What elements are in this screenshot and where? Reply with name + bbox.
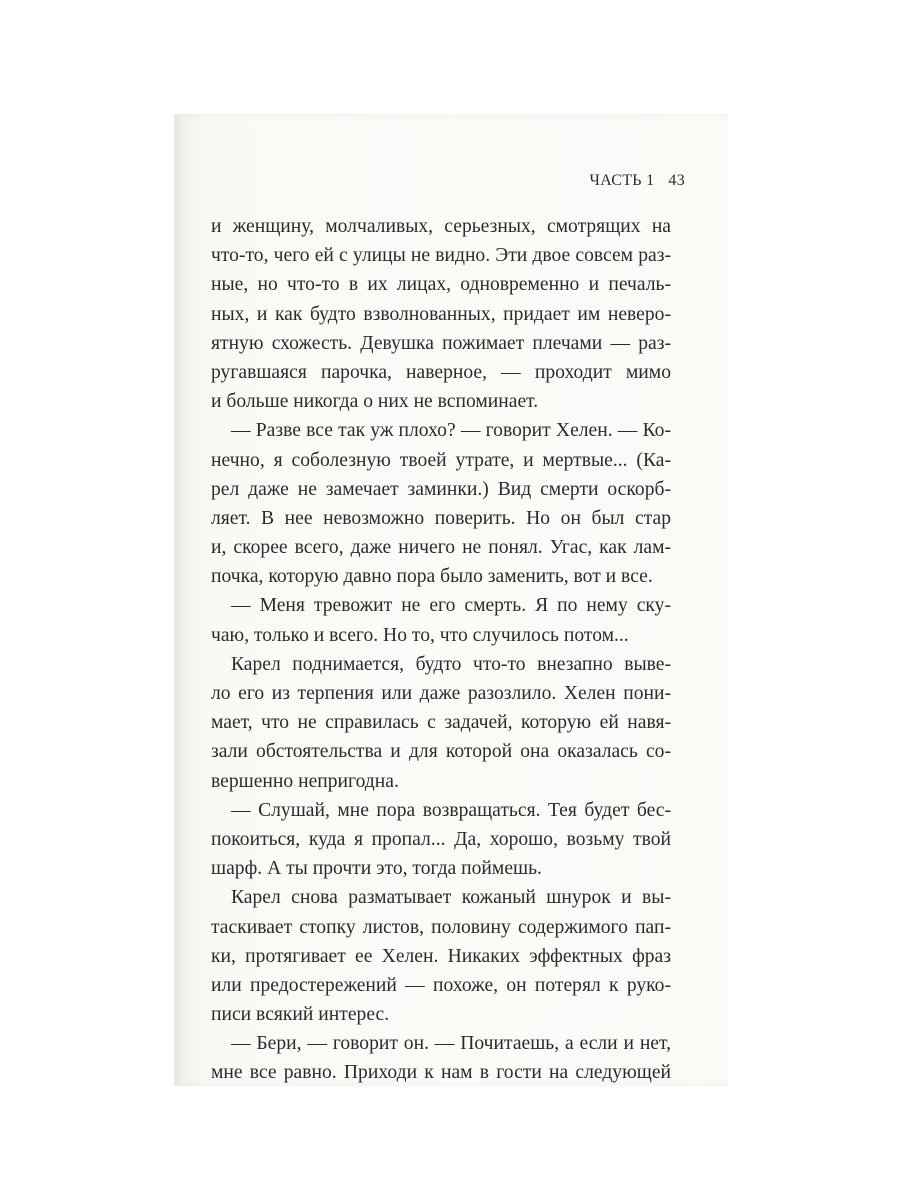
text-line: чаю, только и всего. Но то, что случилось потом... <box>211 624 629 646</box>
text-line: и, скорее всего, даже ничего не понял. Угас, как лам- <box>211 537 671 559</box>
text-line: Карел поднимается, будто что-то внезапно выве- <box>231 653 671 675</box>
text-line: покоиться, куда я пропал... Да, хорошо, возьму твой <box>211 828 671 850</box>
text-line: — Слушай, мне пора возвращаться. Тея будет бес- <box>231 799 671 821</box>
text-line: ных, и как будто взволнованных, придает им неверо- <box>211 303 671 325</box>
running-head <box>590 172 686 190</box>
text-line: ругавшаяся парочка, наверное, — проходит мимо <box>211 361 671 383</box>
text-line: писи всякий интерес. <box>211 1004 390 1026</box>
body-text <box>211 212 671 1088</box>
text-line: ло его из терпения или даже разозлило. Хелен пони- <box>211 683 671 704</box>
text-line: или предостережений — похоже, он потерял к руко- <box>211 974 671 996</box>
text-line: вершенно непригодна. <box>211 770 399 792</box>
page-number: 43 <box>668 172 685 189</box>
text-line: и больше никогда о них не вспоминает. <box>211 391 539 413</box>
text-line: шарф. А ты прочти это, тогда поймешь. <box>211 858 542 880</box>
text-line: — Разве все так уж плохо? — говорит Хелен. — Ко- <box>231 420 671 442</box>
text-line: таскивает стопку листов, половину содержимого пап- <box>211 916 671 938</box>
book-page <box>174 114 728 1086</box>
text-line: ятную схожесть. Девушка пожимает плечами — раз- <box>211 332 671 354</box>
section-title: ЧАСТЬ 1 <box>589 172 655 189</box>
text-line: зали обстоятельства и для которой она оказалась со- <box>211 741 671 763</box>
text-line: почка, которую давно пора было заменить, вот и все. <box>211 566 653 588</box>
text-line: мне все равно. Приходи к нам в гости на следующей <box>211 1062 671 1084</box>
text-line: ляет. В нее невозможно поверить. Но он был стар <box>211 507 671 529</box>
text-line: и женщину, молчаливых, серьезных, смотрящих на <box>211 216 671 237</box>
text-line: нечно, я соболезную твоей утрате, и мертвые... (Ка- <box>211 449 671 471</box>
text-line: Карел снова разматывает кожаный шнурок и вы- <box>231 887 671 909</box>
text-line: — Бери, — говорит он. — Почитаешь, а если и нет, <box>231 1033 671 1055</box>
text-line: ные, но что-то в их лицах, одновременно и печаль- <box>211 274 671 296</box>
text-line: ки, протягивает ее Хелен. Никаких эффектных фраз <box>211 945 671 967</box>
text-line: — Меня тревожит не его смерть. Я по нему ску- <box>231 595 671 617</box>
text-line: рел даже не замечает заминки.) Вид смерти оскорб- <box>211 478 671 500</box>
text-line: мает, что не справилась с задачей, которую ей навя- <box>211 712 671 734</box>
text-line: что-то, чего ей с улицы не видно. Эти двое совсем раз- <box>211 245 671 267</box>
